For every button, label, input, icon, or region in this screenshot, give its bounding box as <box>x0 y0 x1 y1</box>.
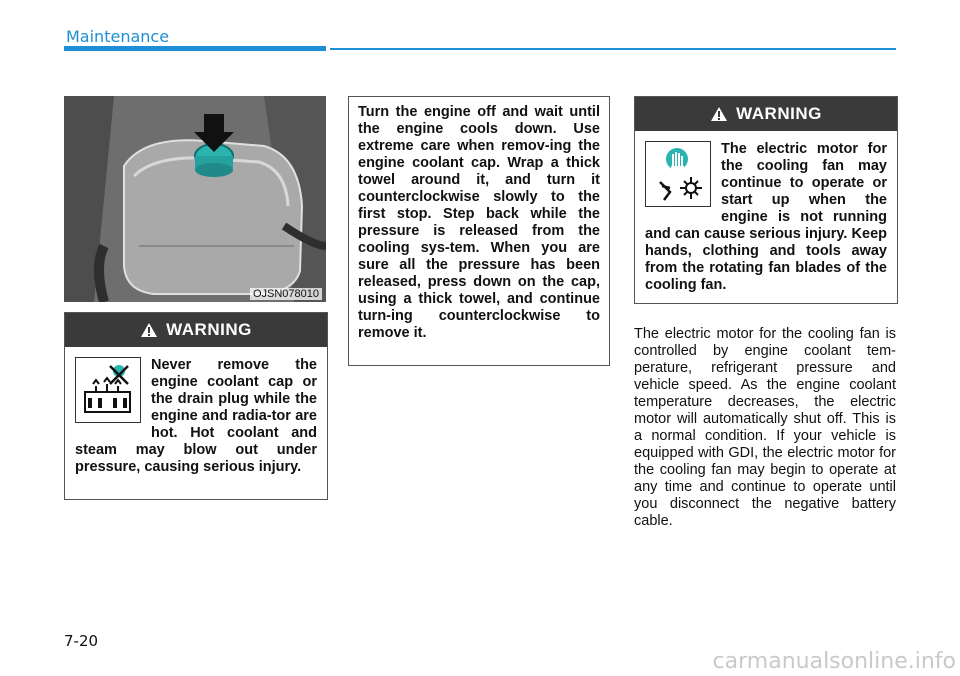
warning-text: The electric motor for the cooling fan may continue to operate or start up when the engine is not running and can cause serious injury. Keep hands, clothing and tools away from the rotating fan blades of the cooling fan. <box>645 141 887 293</box>
warning-triangle-icon <box>140 322 158 338</box>
watermark: carmanualsonline.info <box>712 649 956 674</box>
hot-coolant-steam-icon <box>75 357 141 423</box>
warning-box-fan <box>634 96 898 304</box>
warning-text: Never remove the engine coolant cap or the drain plug while the engine and radia-tor are hot. Hot coolant and steam may blow out under pressure, causing serious injury. <box>75 357 317 475</box>
engine-coolant-photo <box>64 96 326 302</box>
warning-triangle-icon <box>710 106 728 122</box>
header-rule-thin <box>330 48 896 50</box>
coolant-cap-instructions <box>348 96 610 366</box>
instructions-text: Turn the engine off and wait until the engine cools down. Use extreme care when remov-ing the engine coolant cap. Wrap a thick towel around it, and turn it counterclockwise slowly to the first stop. Step back while the pressure is released from the cooling sys-tem. When you are sure all the pressure has been released, press down on the cap, using a thick towel, and continue turn-ing counterclockwise to remove it. <box>358 104 600 341</box>
warning-header <box>65 313 327 347</box>
hand-fan-hazard-icon <box>645 141 711 207</box>
engine-bay-illustration <box>64 96 326 302</box>
warning-box-coolant <box>64 312 328 500</box>
section-title: Maintenance <box>66 27 170 46</box>
warning-header <box>635 97 897 131</box>
page-number: 7-20 <box>64 632 99 650</box>
warning-heading: WARNING <box>166 320 252 339</box>
header-rule-thick <box>64 46 326 51</box>
photo-caption: OJSN078010 <box>250 288 322 300</box>
cooling-fan-paragraph: The electric motor for the cooling fan is controlled by engine coolant tem-perature, refrigerant pressure and vehicle speed. As the engine coolant temperature decreases, the electric motor will automatically shut off. This is a normal condition. If your vehicle is equipped with GDI, the electric motor for the cooling fan may begin to operate at any time and continue to operate until you disconnect the negative battery cable. <box>634 326 896 529</box>
warning-heading: WARNING <box>736 104 822 123</box>
